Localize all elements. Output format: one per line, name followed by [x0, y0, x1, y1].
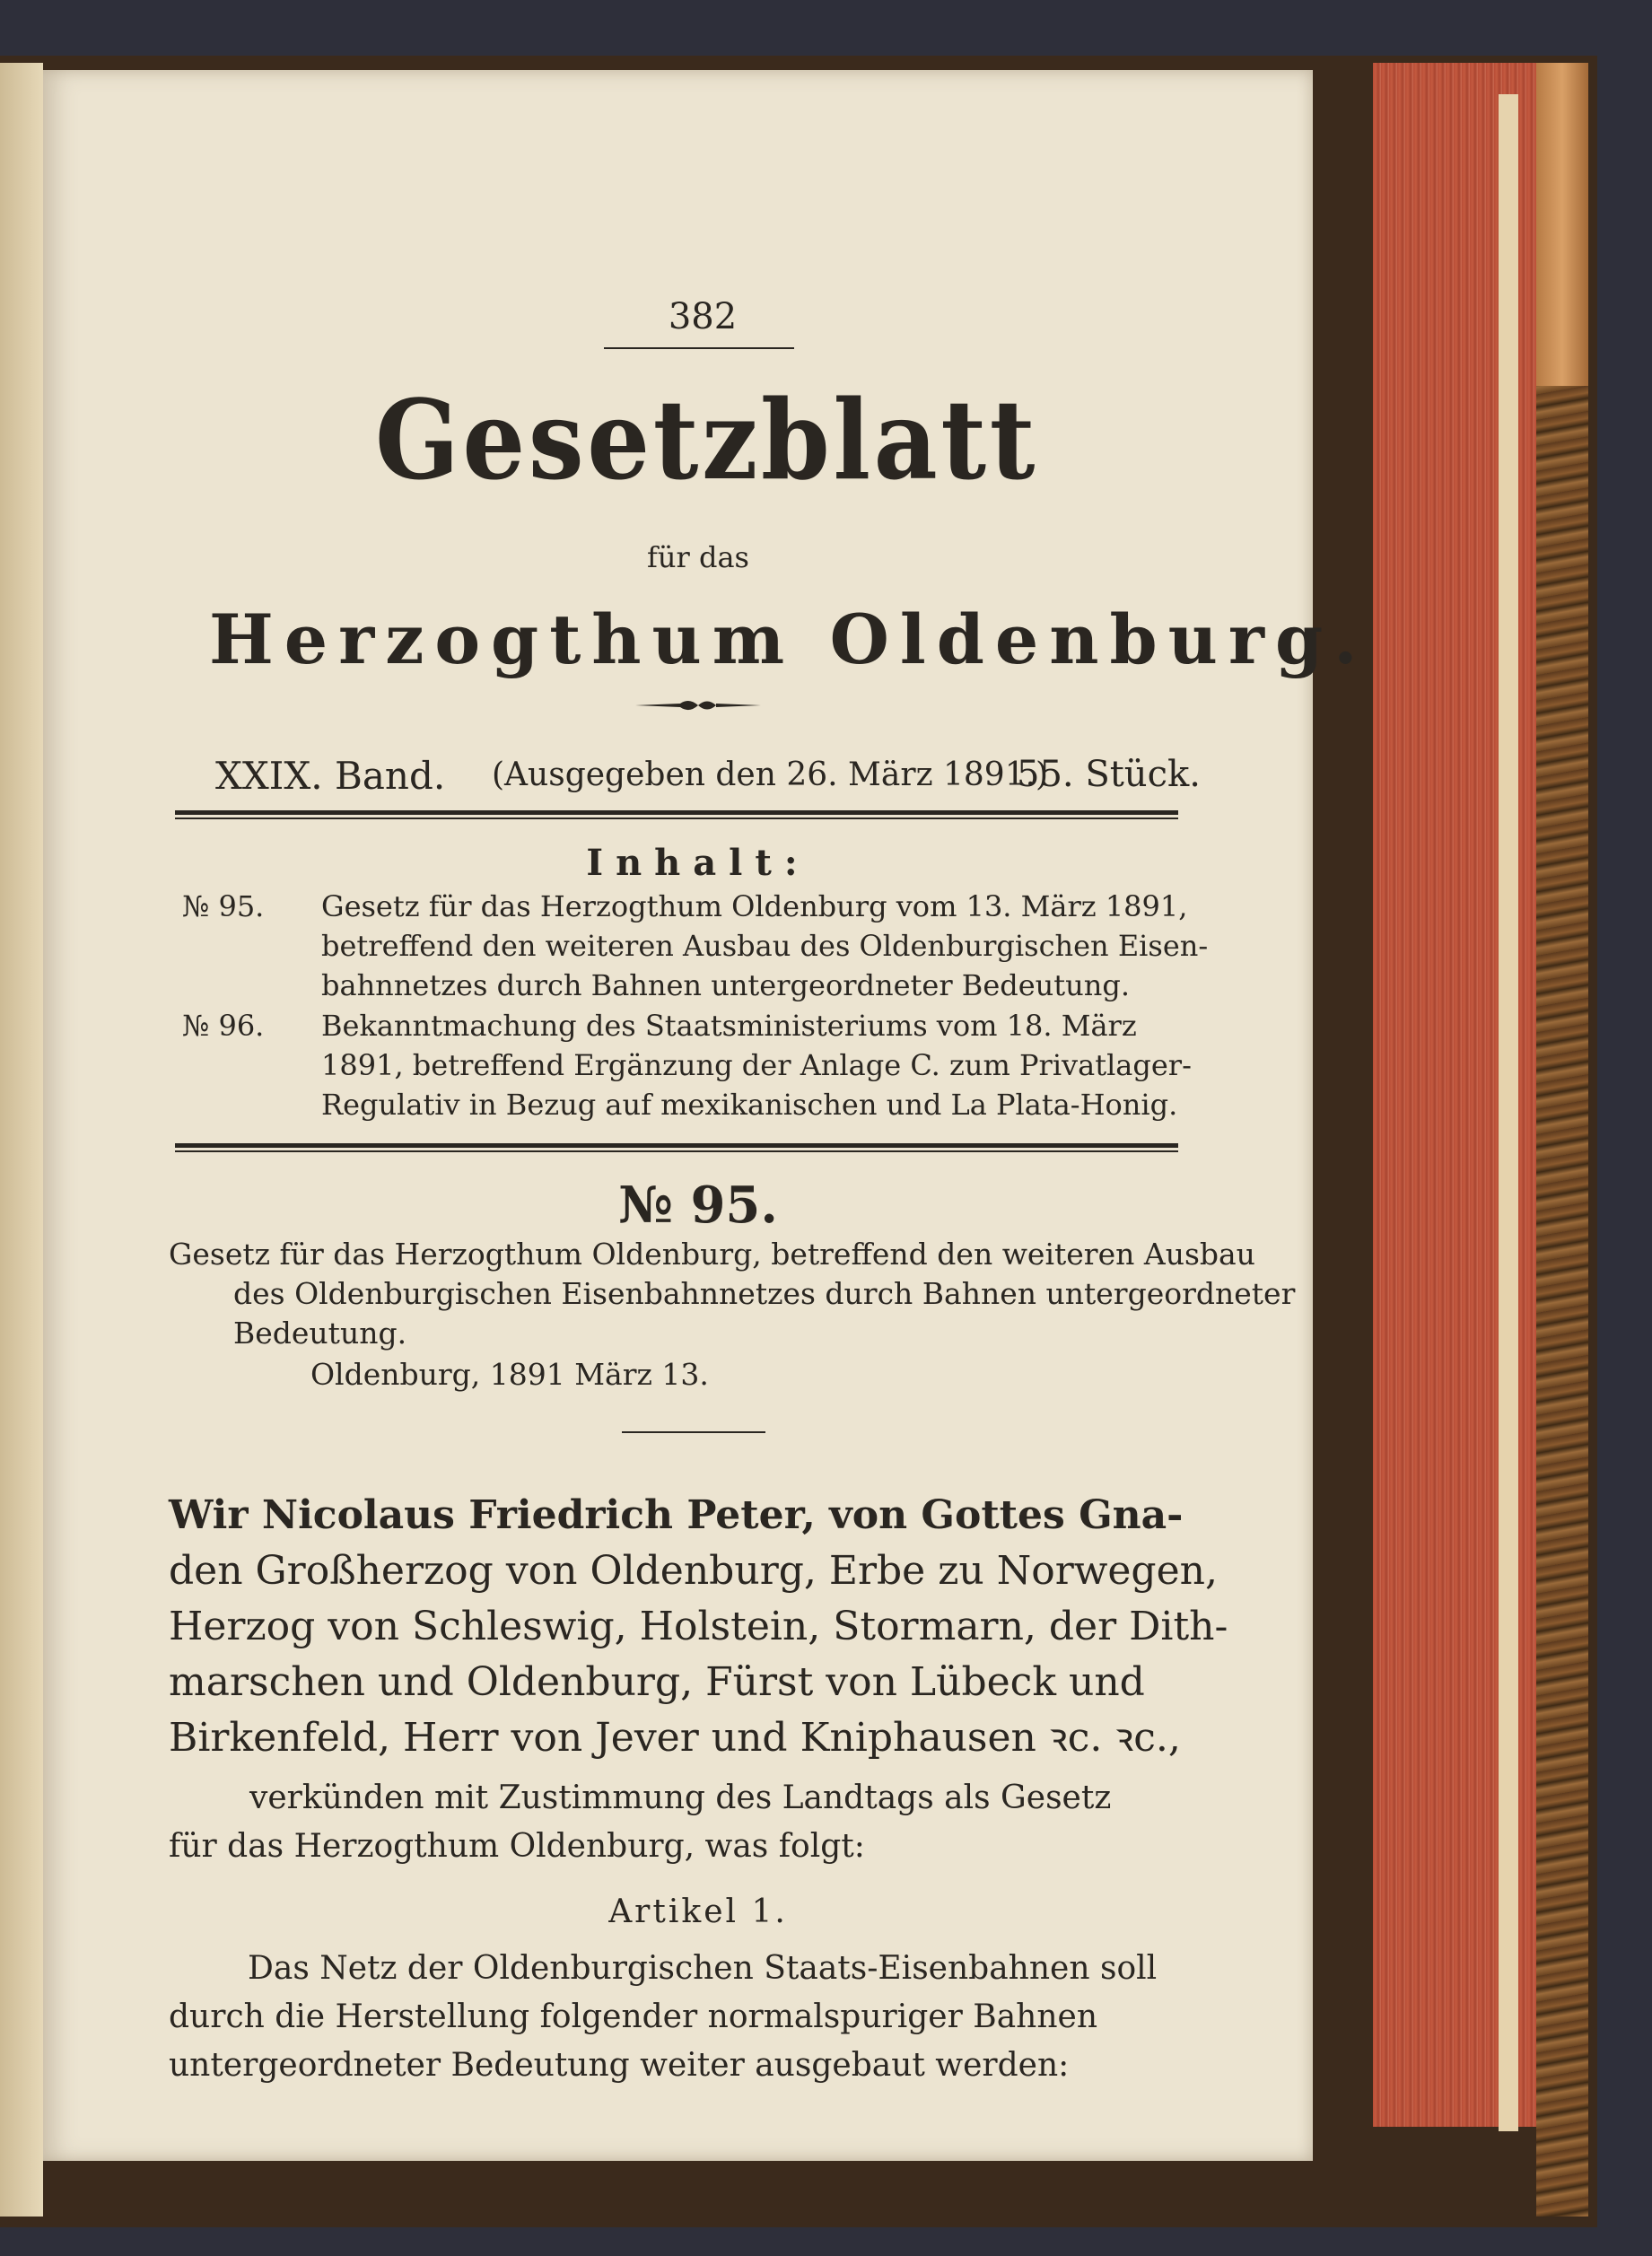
issue-date: (Ausgegeben den 26. März 1891.) [492, 756, 1049, 793]
leather-spine-corner [1536, 63, 1588, 386]
contents-entry-line: Regulativ in Bezug auf mexikanischen und La Plata-Honig. [321, 1088, 1178, 1122]
preamble-line: marschen und Oldenburg, Fürst von Lübeck und [169, 1659, 1145, 1705]
contents-heading: Inhalt: [586, 842, 810, 884]
law-title-line: Gesetz für das Herzogthum Oldenburg, betreffend den weiteren Ausbau [169, 1237, 1255, 1272]
masthead-subtitle: für das [647, 540, 749, 574]
part-number: 55. Stück. [1017, 754, 1201, 795]
contents-entry-line: betreffend den weiteren Ausbau des Oldenburgischen Eisen- [321, 929, 1209, 963]
contents-entry [182, 887, 1209, 1012]
contents-entry-line: 1891, betreffend Ergänzung der Anlage C. zum Privatlager- [321, 1048, 1192, 1082]
article-heading: Artikel 1. [608, 1893, 788, 1930]
volume-label: XXIX. Band. [215, 754, 446, 798]
law-place-date: Oldenburg, 1891 März 13. [310, 1357, 709, 1392]
page-number: 382 [668, 296, 738, 337]
marbled-spine [1536, 63, 1588, 2217]
header-rule-thin [175, 818, 1178, 819]
contents-entry [182, 1006, 1192, 1132]
preamble-line: Herzog von Schleswig, Holstein, Stormarn, der Dith- [169, 1604, 1228, 1649]
contents-entry-line: Bekanntmachung des Staatsministeriums vom 18. März [321, 1009, 1137, 1043]
masthead-territory: Herzogthum Oldenburg. [209, 599, 1368, 679]
contents-rule-thick [175, 1143, 1178, 1148]
ornament-divider [635, 694, 761, 717]
contents-entry-number: № 96. [182, 1009, 265, 1043]
facing-page-edge [0, 63, 43, 2217]
section-rule [622, 1431, 765, 1433]
article-line: Das Netz der Oldenburgischen Staats-Eisenbahnen soll [248, 1950, 1158, 1987]
page-edge-strip [1499, 94, 1518, 2131]
preamble-line: Wir Nicolaus Friedrich Peter, von Gottes Gna- [169, 1492, 1184, 1538]
preamble-line: den Großherzog von Oldenburg, Erbe zu Norwegen, [169, 1548, 1218, 1594]
law-title-line: des Oldenburgischen Eisenbahnnetzes durch Bahnen untergeordneter [233, 1276, 1296, 1311]
page-number-rule [604, 347, 794, 349]
article-line: untergeordneter Bedeutung weiter ausgebaut werden: [169, 2047, 1070, 2084]
law-title-line: Bedeutung. [233, 1316, 407, 1351]
article-line: durch die Herstellung folgender normalspuriger Bahnen [169, 1998, 1098, 2035]
contents-entry-number: № 95. [182, 889, 265, 923]
law-number: № 95. [618, 1176, 778, 1235]
contents-rule-thin [175, 1150, 1178, 1152]
header-rule-thick [175, 810, 1178, 815]
document-page [43, 70, 1368, 2161]
verkuenden-line: für das Herzogthum Oldenburg, was folgt: [169, 1828, 865, 1865]
contents-entry-line: Gesetz für das Herzogthum Oldenburg vom 13. März 1891, [321, 889, 1188, 923]
contents-entry-line: bahnnetzes durch Bahnen untergeordneter Bedeutung. [321, 968, 1131, 1002]
masthead-title: Gesetzblatt [375, 375, 1039, 504]
preamble-line: Birkenfeld, Herr von Jever und Kniphausen ꝛc. ꝛc., [169, 1715, 1181, 1761]
verkuenden-line: verkünden mit Zustimmung des Landtags als Gesetz [249, 1779, 1112, 1816]
